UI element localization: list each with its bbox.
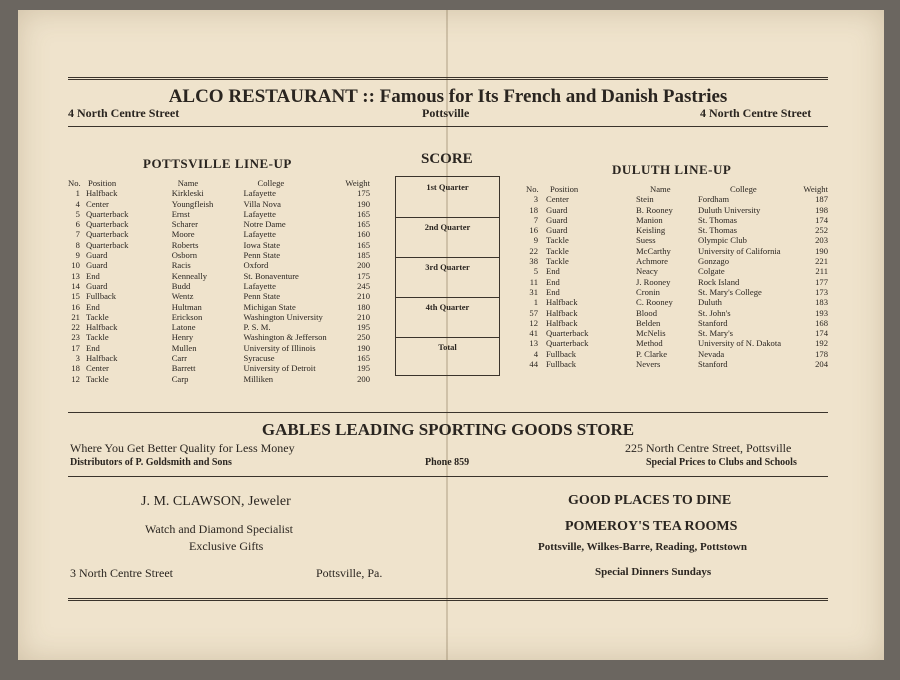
duluth-roster-row <box>526 266 828 276</box>
player-weight: 195 <box>357 363 370 374</box>
player-weight: 165 <box>357 208 370 219</box>
player-college: St. Mary's <box>698 328 733 339</box>
player-position: Halfback <box>546 297 578 308</box>
pottsville-roster-row <box>68 374 370 384</box>
player-weight: 203 <box>815 235 828 246</box>
col-college: College <box>257 178 285 188</box>
gables-distributors: Distributors of P. Goldsmith and Sons <box>70 457 232 468</box>
player-weight: 250 <box>357 332 370 343</box>
duluth-roster-row <box>526 328 828 338</box>
player-name: Kirkleski <box>171 188 204 199</box>
player-college: Fordham <box>698 194 730 205</box>
player-position: Fullback <box>546 359 577 370</box>
player-position: Fullback <box>546 348 577 359</box>
player-position: Quarterback <box>546 328 589 339</box>
gables-special: Special Prices to Clubs and Schools <box>646 457 797 468</box>
player-weight: 195 <box>357 322 370 333</box>
player-name: Youngfleish <box>171 198 214 209</box>
clawson-city: Pottsville, Pa. <box>316 566 383 580</box>
player-weight: 178 <box>815 348 828 359</box>
gables-bottom-rule <box>68 476 828 477</box>
col-college: College <box>730 184 757 194</box>
player-name: Stein <box>636 194 654 205</box>
clawson-address: 3 North Centre Street <box>70 566 173 580</box>
player-name: Roberts <box>171 239 199 250</box>
player-position: Guard <box>546 214 568 225</box>
pottsville-roster-row <box>68 281 370 291</box>
player-number: 22 <box>71 322 80 333</box>
col-weight: Weight <box>345 178 370 188</box>
pottsville-roster-row <box>68 260 370 270</box>
player-position: End <box>85 270 100 281</box>
pottsville-lineup-title: POTTSVILLE LINE-UP <box>143 156 292 171</box>
player-number: 22 <box>529 245 538 256</box>
player-college: P. S. M. <box>243 322 271 333</box>
pottsville-roster-row <box>68 353 370 363</box>
clawson-title: J. M. CLAWSON, Jeweler <box>141 494 291 509</box>
player-position: Quarterback <box>546 338 589 349</box>
player-number: 6 <box>75 219 80 230</box>
player-name: J. Rooney <box>636 276 671 287</box>
player-weight: 193 <box>815 307 828 318</box>
player-position: Halfback <box>85 188 118 199</box>
col-position: Position <box>550 184 579 194</box>
player-position: Center <box>546 194 569 205</box>
player-name: Cronin <box>636 286 660 297</box>
player-number: 3 <box>533 194 538 205</box>
player-number: 16 <box>71 301 80 312</box>
player-position: End <box>546 276 560 287</box>
gables-address: 225 North Centre Street, Pottsville <box>625 441 792 455</box>
player-college: Lafayette <box>243 188 276 199</box>
player-position: Halfback <box>85 322 118 333</box>
player-college: University of California <box>698 245 781 256</box>
player-college: University of Detroit <box>243 363 316 374</box>
pomeroys-name: POMEROY'S TEA ROOMS <box>565 519 738 534</box>
player-name: McNelis <box>636 328 666 339</box>
player-position: Halfback <box>546 317 578 328</box>
player-position: Tackle <box>85 311 109 322</box>
clawson-specialist: Watch and Diamond Specialist <box>145 522 293 536</box>
player-name: Latone <box>171 322 196 333</box>
player-number: 38 <box>529 256 538 267</box>
player-position: Halfback <box>546 307 578 318</box>
player-number: 16 <box>529 225 538 236</box>
player-number: 5 <box>75 208 80 219</box>
player-weight: 175 <box>357 270 370 281</box>
duluth-roster-row <box>526 349 828 359</box>
pomeroys-cities: Pottsville, Wilkes-Barre, Reading, Pottstown <box>538 541 747 553</box>
player-college: Duluth University <box>698 204 761 215</box>
player-college: Michigan State <box>243 301 296 312</box>
duluth-roster-row <box>526 215 828 225</box>
bottom-rule <box>68 598 828 601</box>
pottsville-roster-row <box>68 271 370 281</box>
player-weight: 211 <box>815 266 828 277</box>
pomeroys-special: Special Dinners Sundays <box>595 566 712 578</box>
player-number: 8 <box>75 239 80 250</box>
duluth-lineup-title: DULUTH LINE-UP <box>612 162 732 177</box>
player-position: Tackle <box>85 332 109 343</box>
player-name: Belden <box>636 317 661 328</box>
player-college: St. Bonaventure <box>243 270 299 281</box>
restaurant-address-left: 4 North Centre Street <box>68 106 180 120</box>
player-name: Carr <box>171 353 187 364</box>
player-number: 31 <box>529 286 538 297</box>
duluth-roster-row <box>526 287 828 297</box>
score-row-3rd: 3rd Quarter <box>396 257 499 298</box>
player-position: Center <box>85 363 109 374</box>
player-college: Milliken <box>243 373 274 384</box>
player-name: Keisling <box>636 225 666 236</box>
player-name: Suess <box>636 235 656 246</box>
player-weight: 198 <box>815 204 828 215</box>
player-number: 13 <box>71 270 80 281</box>
player-name: Scharer <box>171 219 198 230</box>
player-weight: 160 <box>357 229 370 240</box>
player-college: Notre Dame <box>243 219 286 230</box>
player-college: Nevada <box>698 348 725 359</box>
player-college: Lafayette <box>243 229 276 240</box>
pottsville-roster-row <box>68 188 370 198</box>
player-number: 13 <box>529 338 538 349</box>
player-weight: 175 <box>357 188 370 199</box>
duluth-roster-row <box>526 277 828 287</box>
player-position: Tackle <box>546 256 569 267</box>
player-college: Olympic Club <box>698 235 747 246</box>
pottsville-roster-row <box>68 250 370 260</box>
player-number: 12 <box>529 317 538 328</box>
player-number: 14 <box>71 280 80 291</box>
player-position: Guard <box>85 260 108 271</box>
player-college: Iowa State <box>243 239 281 250</box>
pottsville-roster-row <box>68 219 370 229</box>
player-number: 1 <box>75 188 80 199</box>
player-number: 12 <box>71 373 80 384</box>
col-no: No. <box>526 184 539 194</box>
player-college: Penn State <box>243 250 281 261</box>
player-weight: 190 <box>815 245 828 256</box>
player-college: Penn State <box>243 291 281 302</box>
player-weight: 168 <box>815 317 828 328</box>
duluth-roster-row <box>526 308 828 318</box>
player-college: Lafayette <box>243 280 276 291</box>
player-name: Budd <box>171 280 191 291</box>
player-number: 9 <box>75 250 80 261</box>
pottsville-roster-row <box>68 322 370 332</box>
player-name: B. Rooney <box>636 204 673 215</box>
player-weight: 210 <box>357 291 370 302</box>
player-name: Mullen <box>171 342 197 353</box>
player-weight: 245 <box>357 280 370 291</box>
player-name: Neacy <box>636 266 658 277</box>
player-name: Wentz <box>171 291 194 302</box>
pottsville-roster-row <box>68 291 370 301</box>
player-position: Guard <box>546 225 568 236</box>
pottsville-roster-row <box>68 332 370 342</box>
player-number: 44 <box>529 359 538 370</box>
score-row-2nd: 2nd Quarter <box>396 217 499 258</box>
player-weight: 200 <box>357 260 370 271</box>
player-number: 4 <box>533 348 538 359</box>
player-number: 17 <box>71 342 80 353</box>
player-weight: 183 <box>815 297 828 308</box>
score-box <box>395 176 500 376</box>
player-college: Washington University <box>243 311 323 322</box>
player-name: Henry <box>171 332 194 343</box>
dine-title: GOOD PLACES TO DINE <box>568 493 732 508</box>
player-college: Gonzago <box>698 256 730 267</box>
player-name: P. Clarke <box>636 348 668 359</box>
col-position: Position <box>87 178 117 188</box>
pottsville-roster-row <box>68 240 370 250</box>
player-weight: 173 <box>815 286 828 297</box>
player-name: Achmore <box>636 256 668 267</box>
player-weight: 174 <box>815 328 828 339</box>
duluth-roster-row <box>526 256 828 266</box>
player-college: St. Thomas <box>698 225 737 236</box>
pottsville-header-row <box>68 178 370 188</box>
player-number: 5 <box>533 266 538 277</box>
player-name: McCarthy <box>636 245 671 256</box>
player-number: 57 <box>529 307 538 318</box>
player-weight: 210 <box>357 311 370 322</box>
player-name: Barrett <box>171 363 196 374</box>
pottsville-roster-row <box>68 302 370 312</box>
player-name: Moore <box>171 229 195 240</box>
player-name: Method <box>636 338 663 349</box>
player-weight: 200 <box>357 373 370 384</box>
player-college: St. John's <box>698 307 731 318</box>
player-college: Syracuse <box>243 353 275 364</box>
score-row-4th: 4th Quarter <box>396 297 499 338</box>
player-college: Lafayette <box>243 208 276 219</box>
col-name: Name <box>177 178 199 188</box>
player-college: St. Thomas <box>698 214 737 225</box>
player-number: 18 <box>71 363 80 374</box>
gables-top-rule <box>68 412 828 413</box>
header-rule <box>68 126 828 127</box>
player-name: Manion <box>636 214 663 225</box>
player-name: Hultman <box>171 301 202 312</box>
pottsville-roster-row <box>68 363 370 373</box>
player-position: End <box>85 342 100 353</box>
player-weight: 165 <box>357 239 370 250</box>
player-number: 23 <box>71 332 80 343</box>
player-number: 10 <box>71 260 80 271</box>
player-weight: 174 <box>815 214 828 225</box>
player-number: 18 <box>529 204 538 215</box>
player-position: Center <box>85 198 109 209</box>
player-weight: 185 <box>357 250 370 261</box>
player-name: Racis <box>171 260 191 271</box>
player-number: 3 <box>75 353 80 364</box>
score-row-total: Total <box>438 342 457 352</box>
player-position: Tackle <box>546 235 569 246</box>
player-weight: 190 <box>357 198 370 209</box>
player-position: End <box>546 286 560 297</box>
player-name: Nevers <box>636 359 661 370</box>
player-position: Guard <box>85 280 108 291</box>
player-number: 4 <box>75 198 80 209</box>
player-college: St. Mary's College <box>698 286 762 297</box>
gables-tagline: Where You Get Better Quality for Less Money <box>70 441 295 455</box>
player-weight: 177 <box>815 276 828 287</box>
player-weight: 190 <box>357 342 370 353</box>
duluth-roster-row <box>526 205 828 215</box>
pottsville-roster-row <box>68 209 370 219</box>
gables-phone: Phone 859 <box>425 457 470 468</box>
restaurant-headline: ALCO RESTAURANT :: Famous for Its French and Danish Pastries <box>168 86 728 107</box>
player-number: 11 <box>529 276 538 287</box>
restaurant-city: Pottsville <box>422 106 470 120</box>
player-number: 1 <box>533 297 538 308</box>
pottsville-roster-row <box>68 312 370 322</box>
duluth-roster-row <box>526 194 828 204</box>
player-weight: 192 <box>815 338 828 349</box>
player-name: C. Rooney <box>636 297 673 308</box>
player-position: Guard <box>85 250 108 261</box>
player-position: Halfback <box>85 353 118 364</box>
player-college: Duluth <box>698 297 722 308</box>
player-weight: 187 <box>815 194 828 205</box>
player-number: 15 <box>71 291 80 302</box>
pottsville-roster-row <box>68 199 370 209</box>
col-no: No. <box>68 178 81 188</box>
duluth-roster-row <box>526 246 828 256</box>
player-college: Rock Island <box>698 276 740 287</box>
clawson-gifts: Exclusive Gifts <box>189 539 264 553</box>
player-weight: 165 <box>357 353 370 364</box>
duluth-roster-table <box>526 184 828 369</box>
player-weight: 221 <box>815 256 828 267</box>
player-weight: 204 <box>815 359 828 370</box>
col-name: Name <box>650 184 671 194</box>
player-number: 7 <box>533 214 538 225</box>
player-name: Blood <box>636 307 658 318</box>
player-weight: 165 <box>357 219 370 230</box>
pottsville-roster-row <box>68 343 370 353</box>
player-name: Osborn <box>171 250 197 261</box>
top-rule <box>68 77 828 80</box>
player-name: Erickson <box>171 311 203 322</box>
player-name: Carp <box>171 373 189 384</box>
score-title: SCORE <box>421 151 473 167</box>
gables-title: GABLES LEADING SPORTING GOODS STORE <box>261 420 635 439</box>
player-position: Quarterback <box>85 208 129 219</box>
player-college: Villa Nova <box>243 198 281 209</box>
player-position: Tackle <box>546 245 569 256</box>
restaurant-address-right: 4 North Centre Street <box>700 106 812 120</box>
player-college: University of Illinois <box>243 342 316 353</box>
pottsville-roster-table <box>68 178 370 384</box>
player-position: Quarterback <box>85 219 129 230</box>
player-position: Tackle <box>85 373 109 384</box>
player-college: Colgate <box>698 266 725 277</box>
col-weight: Weight <box>803 184 828 194</box>
player-name: Ernst <box>171 208 190 219</box>
duluth-header-row <box>526 184 828 194</box>
player-number: 9 <box>533 235 538 246</box>
player-position: End <box>546 266 560 277</box>
player-position: End <box>85 301 100 312</box>
player-weight: 180 <box>357 301 370 312</box>
duluth-roster-row <box>526 297 828 307</box>
player-college: Stanford <box>698 317 728 328</box>
player-position: Quarterback <box>85 239 129 250</box>
player-college: Stanford <box>698 359 728 370</box>
player-position: Quarterback <box>85 229 129 240</box>
player-college: Washington & Jefferson <box>243 332 327 343</box>
duluth-roster-row <box>526 235 828 245</box>
duluth-roster-row <box>526 359 828 369</box>
player-position: Guard <box>546 204 568 215</box>
duluth-roster-row <box>526 318 828 328</box>
score-row-1st: 1st Quarter <box>396 177 499 218</box>
player-position: Fullback <box>85 291 117 302</box>
player-college: Oxford <box>243 260 269 271</box>
player-college: University of N. Dakota <box>698 338 782 349</box>
player-number: 7 <box>75 229 80 240</box>
player-weight: 252 <box>815 225 828 236</box>
player-name: Kenneally <box>171 270 208 281</box>
pottsville-roster-row <box>68 229 370 239</box>
duluth-roster-row <box>526 338 828 348</box>
duluth-roster-row <box>526 225 828 235</box>
player-number: 41 <box>529 328 538 339</box>
player-number: 21 <box>71 311 80 322</box>
